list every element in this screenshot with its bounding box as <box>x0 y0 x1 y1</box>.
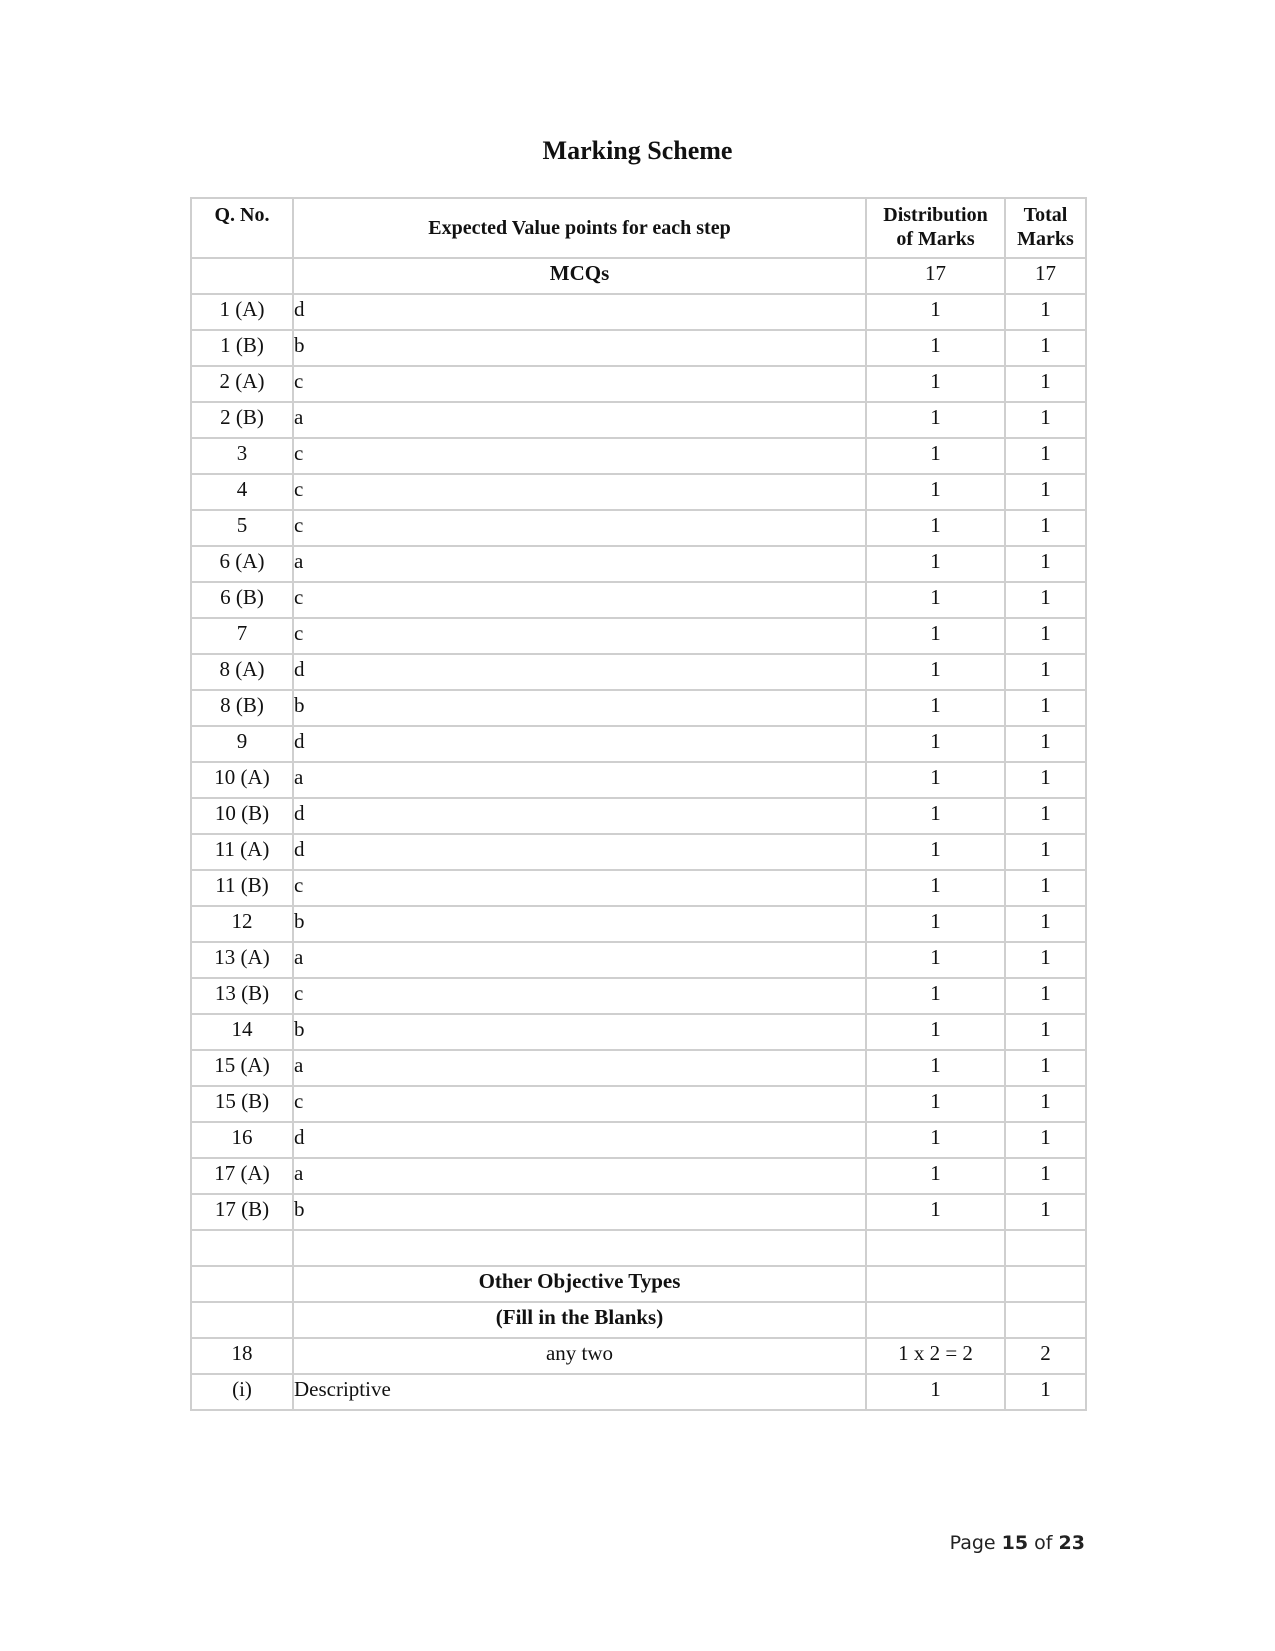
answer-cell-text: d <box>294 657 305 681</box>
other-section-distribution <box>866 1266 1005 1302</box>
page-number-prefix: Page <box>949 1532 996 1554</box>
question-number: 7 <box>191 618 293 654</box>
distribution-cell: 1 <box>866 834 1005 870</box>
question-number: 13 (A) <box>191 942 293 978</box>
question-number: 15 (B) <box>191 1086 293 1122</box>
answer-cell-text: c <box>294 513 304 537</box>
answer-cell-text: d <box>294 729 305 753</box>
total-cell: 1 <box>1005 1050 1086 1086</box>
total-cell: 1 <box>1005 654 1086 690</box>
answer-cell-text: d <box>294 801 305 825</box>
answer-cell <box>293 978 866 1014</box>
total-cell: 1 <box>1005 798 1086 834</box>
total-cell: 1 <box>1005 366 1086 402</box>
total-cell: 1 <box>1005 1086 1086 1122</box>
answer-cell-text: a <box>294 1053 304 1077</box>
total-cell: 1 <box>1005 474 1086 510</box>
answer-cell-text: b <box>294 1197 305 1221</box>
answer-cell-text: c <box>294 981 304 1005</box>
distribution-cell: 1 <box>866 438 1005 474</box>
question-number: 1 (B) <box>191 330 293 366</box>
total-cell: 1 <box>1005 1122 1086 1158</box>
table-row <box>191 294 1086 330</box>
table-row <box>191 1086 1086 1122</box>
answer-cell <box>293 906 866 942</box>
table-row <box>191 1122 1086 1158</box>
answer-cell <box>293 1014 866 1050</box>
page-title: Marking Scheme <box>542 136 733 165</box>
answer-cell <box>293 1122 866 1158</box>
total-cell: 1 <box>1005 294 1086 330</box>
table-row <box>191 582 1086 618</box>
question-number: 5 <box>191 510 293 546</box>
table-row <box>191 546 1086 582</box>
distribution-cell: 1 <box>866 870 1005 906</box>
answer-cell-text: Descriptive <box>294 1377 391 1401</box>
total-cell: 1 <box>1005 330 1086 366</box>
page-number-total: 23 <box>1058 1532 1085 1554</box>
answer-cell-text: a <box>294 405 304 429</box>
answer-cell <box>293 834 866 870</box>
answer-cell <box>293 870 866 906</box>
table-row <box>191 762 1086 798</box>
table-row <box>191 978 1086 1014</box>
question-number: 3 <box>191 438 293 474</box>
total-cell: 1 <box>1005 546 1086 582</box>
answer-cell-text: b <box>294 909 305 933</box>
question-number: 12 <box>191 906 293 942</box>
distribution-cell: 1 <box>866 1194 1005 1230</box>
mcq-section-distribution: 17 <box>866 258 1005 294</box>
answer-cell <box>293 618 866 654</box>
distribution-cell: 1 <box>866 402 1005 438</box>
blank-row <box>191 1230 1086 1266</box>
other-section-row <box>191 1266 1086 1302</box>
question-number: 17 (B) <box>191 1194 293 1230</box>
question-number: 6 (B) <box>191 582 293 618</box>
distribution-cell: 1 <box>866 762 1005 798</box>
distribution-cell: 1 <box>866 978 1005 1014</box>
answer-cell-text: c <box>294 477 304 501</box>
answer-cell <box>293 798 866 834</box>
answer-cell-text: c <box>294 441 304 465</box>
total-cell: 1 <box>1005 762 1086 798</box>
distribution-cell: 1 <box>866 906 1005 942</box>
answer-cell <box>293 942 866 978</box>
total-cell: 1 <box>1005 1374 1086 1410</box>
table-row <box>191 1158 1086 1194</box>
table-row <box>191 942 1086 978</box>
total-cell: 1 <box>1005 942 1086 978</box>
distribution-cell: 1 <box>866 654 1005 690</box>
answer-cell <box>293 1338 866 1374</box>
total-cell: 1 <box>1005 402 1086 438</box>
question-number: 4 <box>191 474 293 510</box>
total-cell: 1 <box>1005 726 1086 762</box>
distribution-cell: 1 <box>866 546 1005 582</box>
table-row <box>191 1374 1086 1410</box>
distribution-cell: 1 <box>866 618 1005 654</box>
blank-total <box>1005 1230 1086 1266</box>
answer-cell-text: d <box>294 1125 305 1149</box>
answer-cell <box>293 762 866 798</box>
distribution-cell: 1 <box>866 1050 1005 1086</box>
question-number: (i) <box>191 1374 293 1410</box>
page-number <box>900 1532 1085 1554</box>
answer-cell-text: any two <box>545 1341 614 1365</box>
answer-cell <box>293 546 866 582</box>
question-number: 8 (B) <box>191 690 293 726</box>
answer-cell-text: a <box>294 549 304 573</box>
header-total-line1: Total <box>1023 204 1068 226</box>
table-row <box>191 798 1086 834</box>
table-row <box>191 438 1086 474</box>
header-distribution-line2: of Marks <box>896 228 975 250</box>
other-subsection-total <box>1005 1302 1086 1338</box>
header-total <box>1005 198 1086 258</box>
table-row <box>191 510 1086 546</box>
mcq-section-label: MCQs <box>293 258 866 294</box>
distribution-cell: 1 <box>866 798 1005 834</box>
answer-cell-text: c <box>294 1089 304 1113</box>
other-subsection-label: (Fill in the Blanks) <box>293 1302 866 1338</box>
table-row <box>191 366 1086 402</box>
distribution-cell: 1 <box>866 474 1005 510</box>
total-cell: 1 <box>1005 438 1086 474</box>
distribution-cell: 1 x 2 = 2 <box>866 1338 1005 1374</box>
answer-cell <box>293 690 866 726</box>
distribution-cell: 1 <box>866 510 1005 546</box>
table-row <box>191 1050 1086 1086</box>
question-number: 13 (B) <box>191 978 293 1014</box>
question-number: 11 (B) <box>191 870 293 906</box>
answer-cell <box>293 402 866 438</box>
answer-cell-text: d <box>294 297 305 321</box>
page-number-current: 15 <box>1001 1532 1029 1554</box>
distribution-cell: 1 <box>866 1374 1005 1410</box>
total-cell: 1 <box>1005 690 1086 726</box>
answer-cell <box>293 294 866 330</box>
table-row <box>191 330 1086 366</box>
table-header-row <box>191 198 1086 258</box>
answer-cell <box>293 1374 866 1410</box>
total-cell: 2 <box>1005 1338 1086 1374</box>
question-number: 2 (A) <box>191 366 293 402</box>
total-cell: 1 <box>1005 978 1086 1014</box>
table-row <box>191 870 1086 906</box>
question-number: 8 (A) <box>191 654 293 690</box>
other-subsection-row <box>191 1302 1086 1338</box>
other-subsection-qno <box>191 1302 293 1338</box>
question-number: 16 <box>191 1122 293 1158</box>
total-cell: 1 <box>1005 582 1086 618</box>
distribution-cell: 1 <box>866 294 1005 330</box>
table-row <box>191 618 1086 654</box>
table-row <box>191 834 1086 870</box>
blank-qno <box>191 1230 293 1266</box>
answer-cell-text: d <box>294 837 305 861</box>
answer-cell-text: a <box>294 1161 304 1185</box>
answer-cell-text: c <box>294 369 304 393</box>
distribution-cell: 1 <box>866 690 1005 726</box>
distribution-cell: 1 <box>866 366 1005 402</box>
distribution-cell: 1 <box>866 1122 1005 1158</box>
question-number: 15 (A) <box>191 1050 293 1086</box>
answer-cell <box>293 510 866 546</box>
answer-cell-text: c <box>294 585 304 609</box>
distribution-cell: 1 <box>866 942 1005 978</box>
other-subsection-distribution <box>866 1302 1005 1338</box>
total-cell: 1 <box>1005 510 1086 546</box>
table-row <box>191 1014 1086 1050</box>
question-number: 10 (B) <box>191 798 293 834</box>
table-row <box>191 690 1086 726</box>
mcq-section-total: 17 <box>1005 258 1086 294</box>
answer-cell <box>293 1158 866 1194</box>
answer-cell <box>293 654 866 690</box>
answer-cell-text: c <box>294 873 304 897</box>
answer-cell-text: b <box>294 693 305 717</box>
distribution-cell: 1 <box>866 582 1005 618</box>
table-row <box>191 1338 1086 1374</box>
table-row <box>191 654 1086 690</box>
answer-cell <box>293 1194 866 1230</box>
answer-cell-text: a <box>294 945 304 969</box>
header-expected: Expected Value points for each step <box>293 198 866 258</box>
marking-scheme-table <box>190 197 1087 1411</box>
answer-cell <box>293 438 866 474</box>
total-cell: 1 <box>1005 870 1086 906</box>
mcq-section-row <box>191 258 1086 294</box>
table-row <box>191 474 1086 510</box>
answer-cell-text: c <box>294 621 304 645</box>
question-number: 9 <box>191 726 293 762</box>
other-section-qno <box>191 1266 293 1302</box>
table-row <box>191 402 1086 438</box>
answer-cell-text: b <box>294 333 305 357</box>
total-cell: 1 <box>1005 834 1086 870</box>
header-distribution-line1: Distribution <box>883 204 988 226</box>
distribution-cell: 1 <box>866 1158 1005 1194</box>
question-number: 18 <box>191 1338 293 1374</box>
distribution-cell: 1 <box>866 1086 1005 1122</box>
header-qno: Q. No. <box>191 198 293 258</box>
question-number: 10 (A) <box>191 762 293 798</box>
table-row <box>191 726 1086 762</box>
page-number-of: of <box>1034 1532 1053 1554</box>
total-cell: 1 <box>1005 1158 1086 1194</box>
answer-cell <box>293 366 866 402</box>
answer-cell-text: b <box>294 1017 305 1041</box>
question-number: 6 (A) <box>191 546 293 582</box>
mcq-section-qno <box>191 258 293 294</box>
question-number: 1 (A) <box>191 294 293 330</box>
distribution-cell: 1 <box>866 726 1005 762</box>
question-number: 11 (A) <box>191 834 293 870</box>
answer-cell <box>293 1086 866 1122</box>
table-row <box>191 1194 1086 1230</box>
distribution-cell: 1 <box>866 1014 1005 1050</box>
answer-cell-text: a <box>294 765 304 789</box>
question-number: 14 <box>191 1014 293 1050</box>
answer-cell <box>293 330 866 366</box>
total-cell: 1 <box>1005 1014 1086 1050</box>
total-cell: 1 <box>1005 906 1086 942</box>
answer-cell <box>293 474 866 510</box>
blank-expected <box>293 1230 866 1266</box>
total-cell: 1 <box>1005 1194 1086 1230</box>
answer-cell <box>293 1050 866 1086</box>
total-cell: 1 <box>1005 618 1086 654</box>
answer-cell <box>293 582 866 618</box>
blank-distribution <box>866 1230 1005 1266</box>
answer-cell <box>293 726 866 762</box>
other-section-label: Other Objective Types <box>293 1266 866 1302</box>
question-number: 17 (A) <box>191 1158 293 1194</box>
question-number: 2 (B) <box>191 402 293 438</box>
header-total-line2: Marks <box>1017 228 1074 250</box>
header-distribution <box>866 198 1005 258</box>
other-section-total <box>1005 1266 1086 1302</box>
distribution-cell: 1 <box>866 330 1005 366</box>
table-row <box>191 906 1086 942</box>
